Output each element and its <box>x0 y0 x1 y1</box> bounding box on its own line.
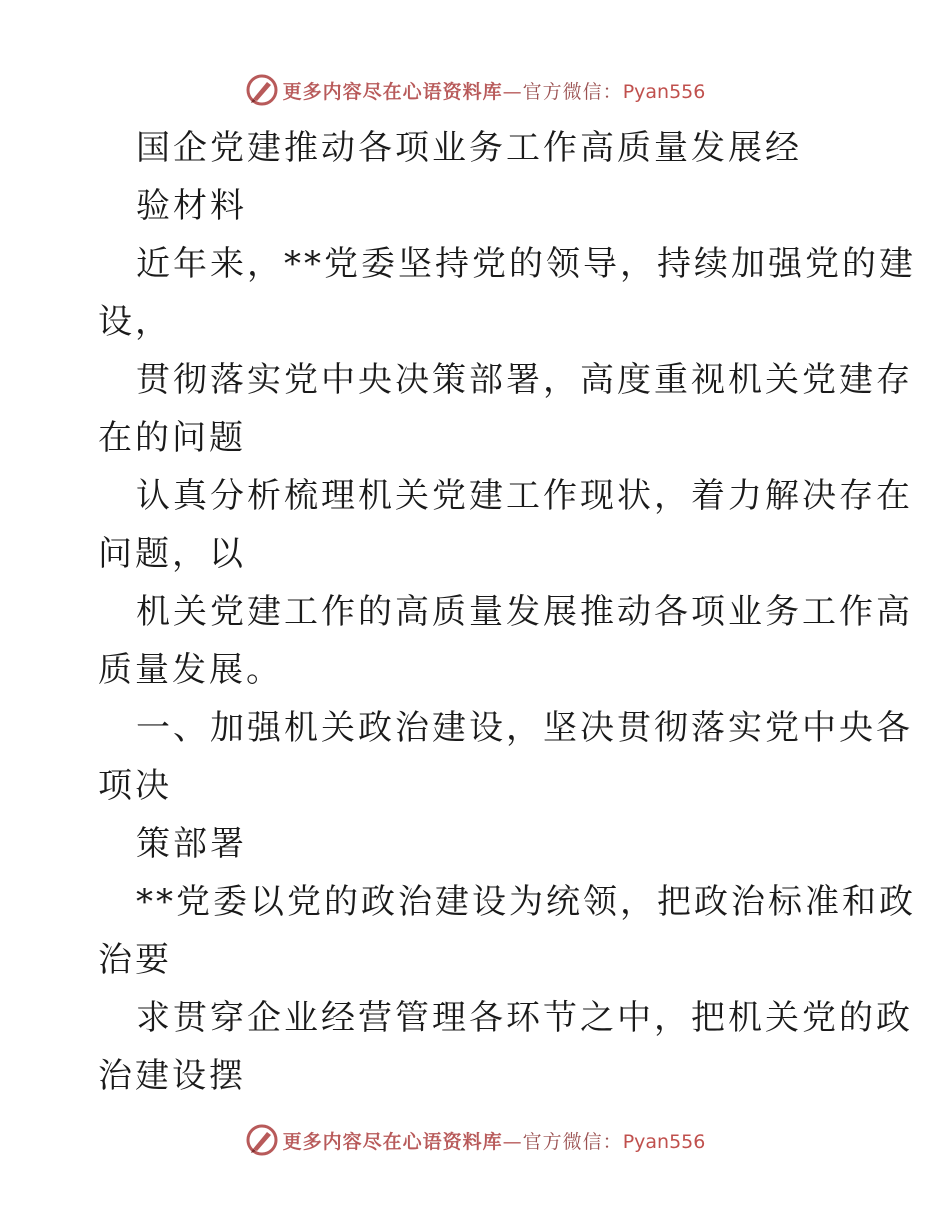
watermark-separator: — <box>502 80 523 103</box>
paragraph-line: 问题，以 <box>98 534 246 574</box>
watermark-handle: Pyan556 <box>622 1130 706 1153</box>
watermark-separator: — <box>502 1130 523 1153</box>
paragraph-line: 近年来，**党委坚持党的领导，持续加强党的建 <box>136 244 916 284</box>
watermark-prefix: 更多内容尽在心语资料库 <box>282 1130 503 1153</box>
section-heading-line: 策部署 <box>136 824 247 864</box>
paragraph-line: 在的问题 <box>98 418 246 458</box>
pen-logo-icon <box>245 73 279 107</box>
footer-watermark <box>0 1120 950 1160</box>
section-heading-line: 一、加强机关政治建设，坚决贯彻落实党中央各 <box>136 708 913 748</box>
paragraph-line: 贯彻落实党中央决策部署，高度重视机关党建存 <box>136 360 913 400</box>
doc-title-line-1: 国企党建推动各项业务工作高质量发展经 <box>136 128 802 168</box>
watermark-label: 官方微信： <box>522 80 623 103</box>
document-body <box>98 119 916 1105</box>
watermark-prefix: 更多内容尽在心语资料库 <box>282 80 503 103</box>
paragraph-line: 求贯穿企业经营管理各环节之中，把机关党的政 <box>136 998 913 1038</box>
section-heading-line: 项决 <box>98 766 172 806</box>
paragraph-line: 治建设摆 <box>98 1056 246 1096</box>
paragraph-line: **党委以党的政治建设为统领，把政治标准和政 <box>136 882 916 922</box>
doc-title-line-2: 验材料 <box>136 186 247 226</box>
watermark-text <box>283 1127 706 1154</box>
watermark-handle: Pyan556 <box>622 80 706 103</box>
pen-logo-icon <box>245 1123 279 1157</box>
header-watermark <box>0 70 950 110</box>
paragraph-line: 治要 <box>98 940 172 980</box>
paragraph-line: 认真分析梳理机关党建工作现状，着力解决存在 <box>136 476 913 516</box>
watermark-label: 官方微信： <box>522 1130 623 1153</box>
paragraph-line: 机关党建工作的高质量发展推动各项业务工作高 <box>136 592 913 632</box>
paragraph-line: 设， <box>98 302 172 342</box>
paragraph-line: 质量发展。 <box>98 650 283 690</box>
watermark-text <box>283 77 706 104</box>
